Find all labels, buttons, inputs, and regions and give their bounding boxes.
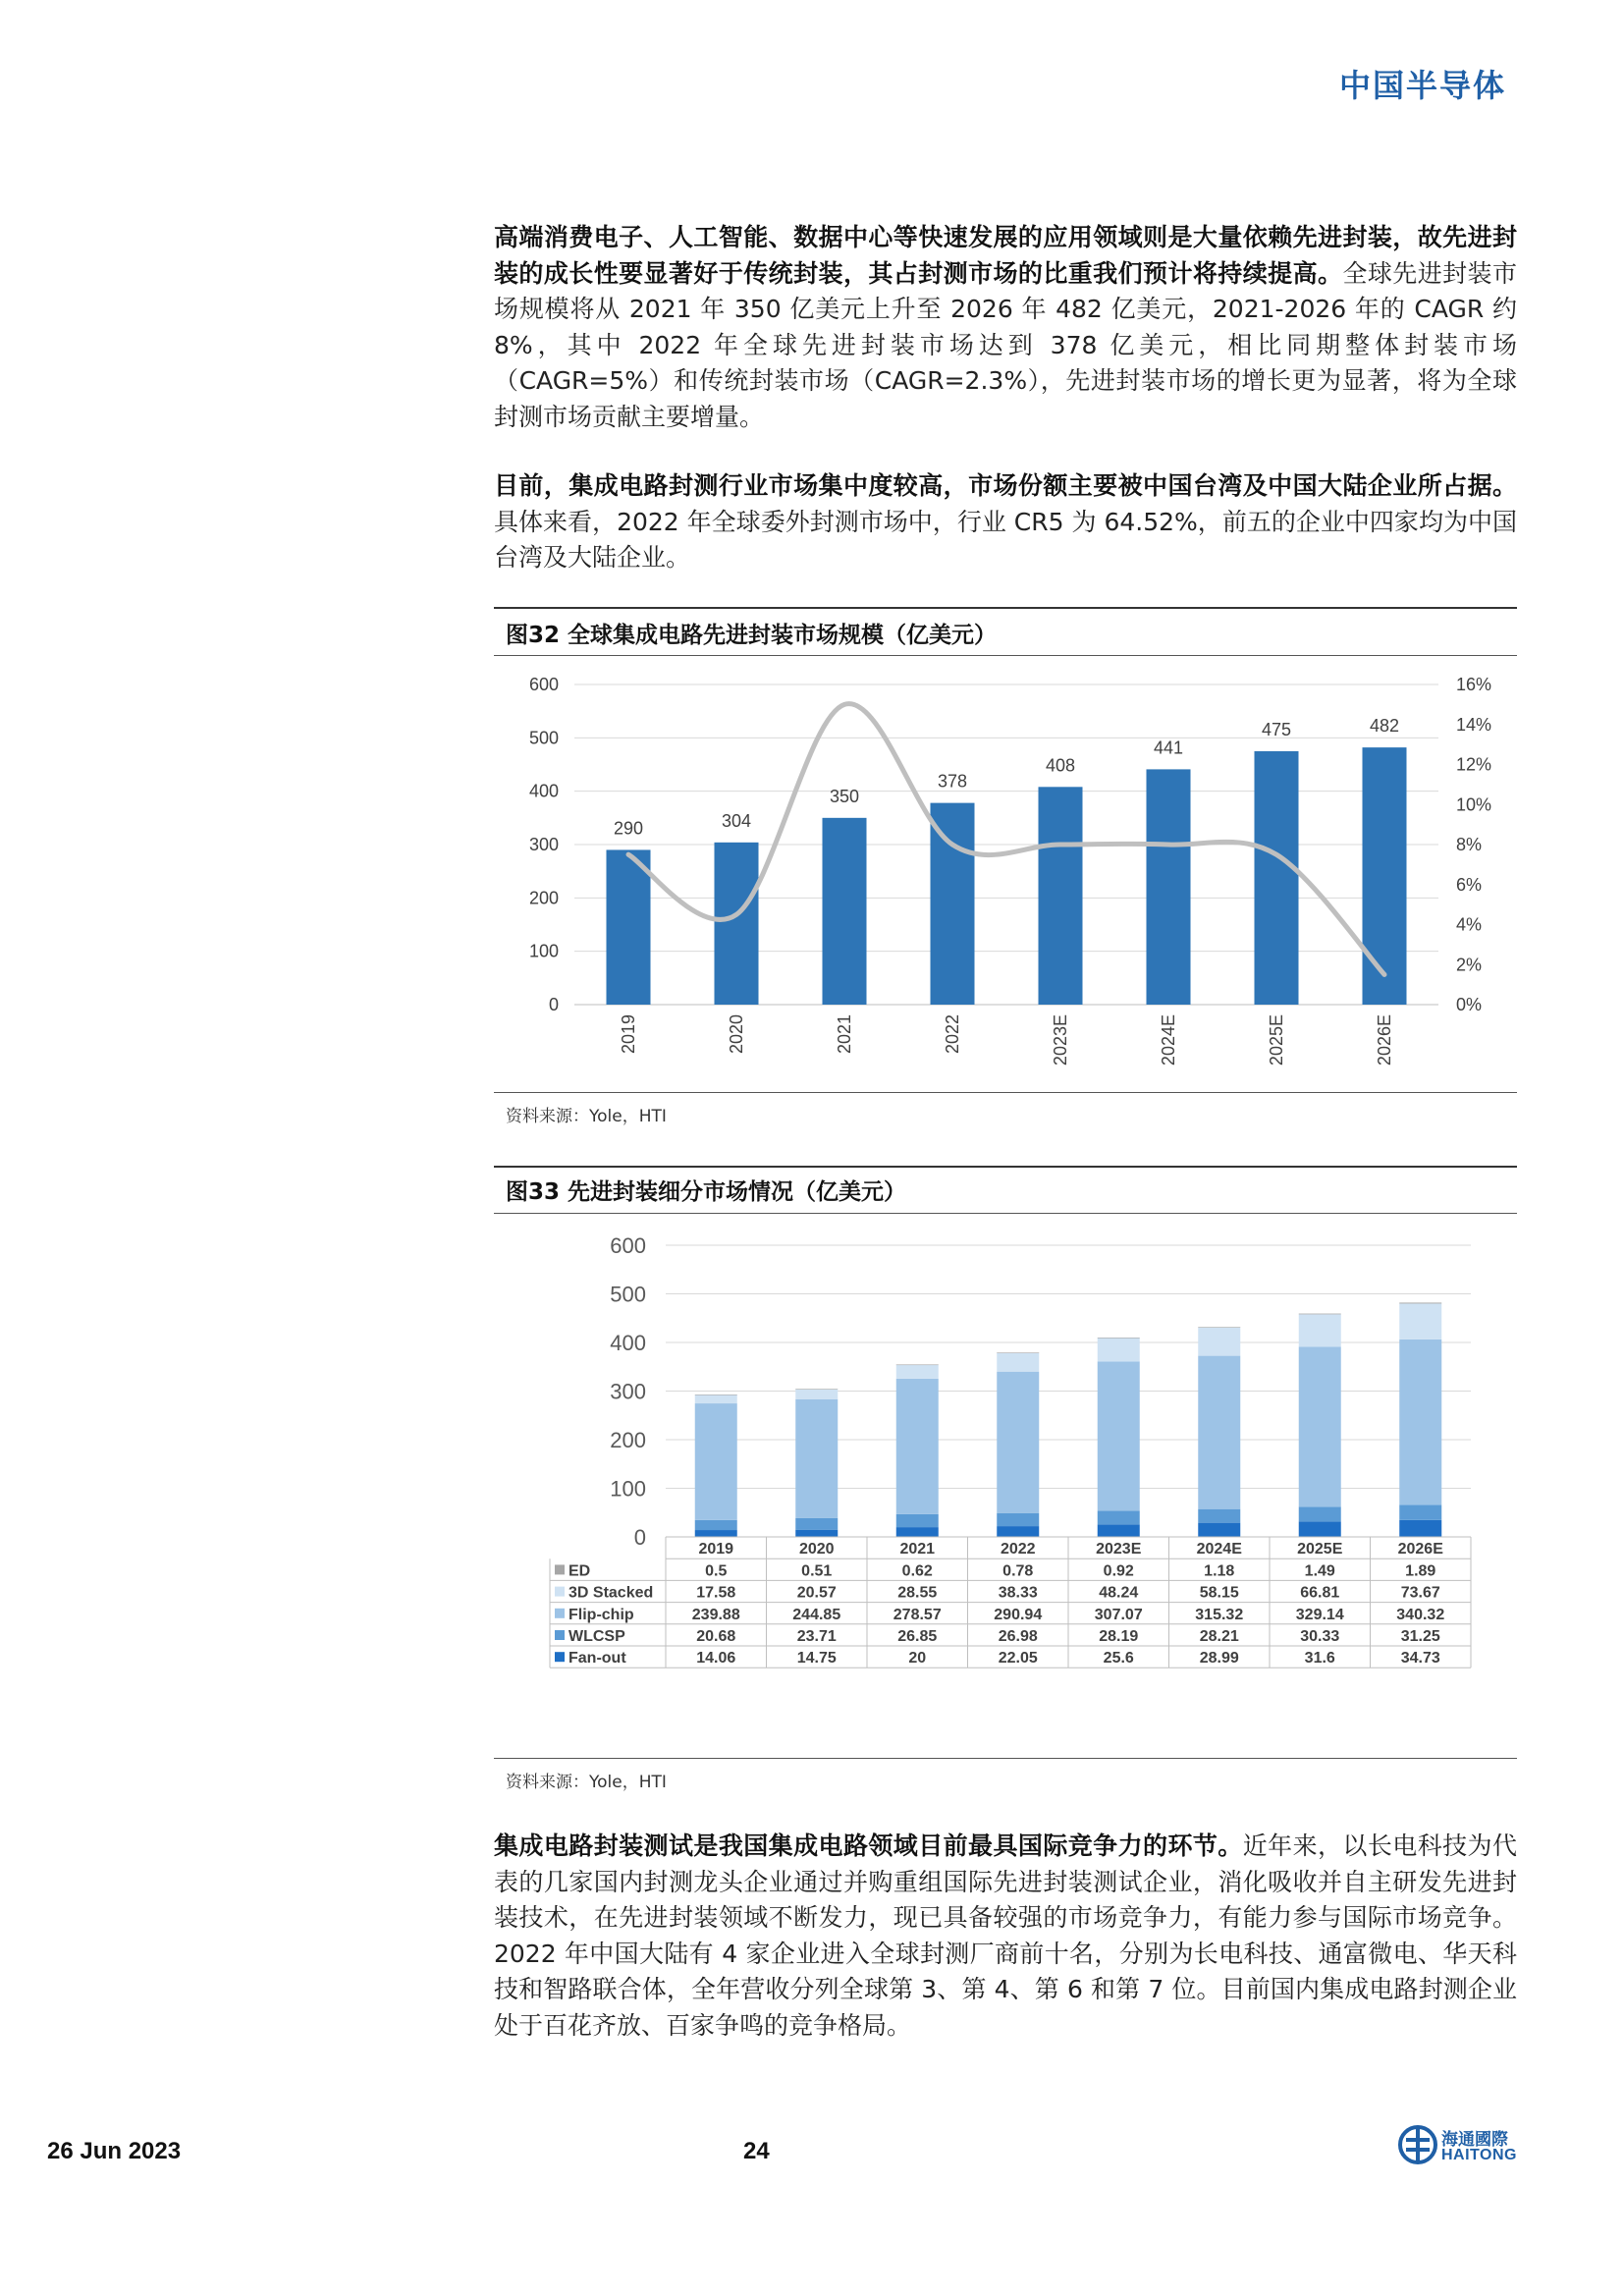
y2-axis-tick-label: 12%: [1456, 754, 1492, 775]
table-header-cell: 2025E: [1297, 1541, 1343, 1558]
legend-label: Flip-chip: [568, 1606, 634, 1623]
stacked-bar-segment: [1198, 1356, 1240, 1509]
stacked-bar-segment: [695, 1394, 737, 1403]
legend-label: ED: [568, 1562, 591, 1580]
legend-label: WLCSP: [568, 1628, 625, 1645]
stacked-bar-segment: [997, 1372, 1039, 1513]
table-cell: 22.05: [998, 1650, 1038, 1667]
table-cell: 23.71: [796, 1628, 837, 1645]
paragraph-lead: 目前，集成电路封测行业市场集中度较高，市场份额主要被中国台湾及中国大陆企业所占据。: [494, 471, 1517, 500]
table-cell: 329.14: [1295, 1606, 1344, 1623]
footer-date: 26 Jun 2023: [47, 2138, 182, 2164]
y-axis-tick-label: 0: [633, 1525, 646, 1550]
table-header-cell: 2024E: [1196, 1541, 1242, 1558]
stacked-bar-segment: [1399, 1303, 1441, 1339]
paragraph-lead: 集成电路封装测试是我国集成电路领域目前最具国际竞争力的环节。: [494, 1831, 1243, 1860]
stacked-bar-segment: [795, 1390, 838, 1399]
stacked-bar-segment: [896, 1514, 939, 1527]
y-axis-tick-label: 500: [610, 1282, 646, 1307]
stacked-bar-segment: [1299, 1506, 1341, 1521]
legend-swatch: [555, 1630, 565, 1640]
stacked-bar-segment: [795, 1389, 838, 1390]
stacked-bar-segment: [795, 1530, 838, 1537]
table-cell: 0.5: [705, 1562, 728, 1580]
y2-axis-tick-label: 10%: [1456, 794, 1492, 815]
stacked-bar-segment: [1098, 1361, 1140, 1510]
y-axis-tick-label: 500: [528, 728, 559, 748]
table-cell: 1.49: [1304, 1562, 1335, 1580]
legend-label: 3D Stacked: [568, 1584, 654, 1602]
bar: [1255, 751, 1299, 1005]
data-label: 475: [1261, 719, 1292, 739]
x-axis-tick-label: 2025E: [1267, 1014, 1286, 1066]
stacked-bar-segment: [1198, 1327, 1240, 1328]
stacked-bar-segment: [1299, 1521, 1341, 1537]
data-label: 378: [937, 771, 968, 792]
bar: [607, 849, 651, 1005]
figure33-title: 图33 先进封装细分市场情况（亿美元）: [506, 1179, 907, 1205]
y2-axis-tick-label: 4%: [1456, 914, 1483, 935]
stacked-bar-segment: [1399, 1302, 1441, 1303]
paragraph-body: 近年来，以长电科技为代表的几家国内封测龙头企业通过并购重组国际先进封装测试企业，消化吸收并自主研发先进封装技术，在先进封装领域不断发力，现已具备较强的市场竞争力，有能力参与国际市场竞争。2022 年中国大陆有 4 家企业进入全球封测厂商前十名，分别为长电科技、通富微电、华天科技和智路联合体，全年营收分列全球第 3、第 4、第 6 和第 7 位。目前国内集成电路封测企业处于百花齐放、百家争鸣的竞争格局。: [494, 1831, 1517, 2040]
stacked-bar-segment: [1198, 1328, 1240, 1356]
stacked-bar-segment: [997, 1513, 1039, 1526]
bar: [715, 843, 759, 1005]
figure-bottom-rule: [494, 1758, 1517, 1759]
table-cell: 25.6: [1103, 1650, 1134, 1667]
y-axis-tick-label: 300: [610, 1379, 646, 1404]
stacked-bar-segment: [997, 1352, 1039, 1353]
legend-label: Fan-out: [568, 1650, 626, 1667]
figure32-chart: [494, 658, 1517, 1090]
stacked-bar-segment: [1098, 1338, 1140, 1361]
y-axis-tick-label: 100: [610, 1476, 646, 1502]
table-cell: 20.57: [796, 1584, 837, 1602]
table-cell: 31.25: [1400, 1628, 1440, 1645]
stacked-bar-segment: [695, 1530, 737, 1537]
table-cell: 0.62: [901, 1562, 933, 1580]
y2-axis-tick-label: 2%: [1456, 955, 1483, 975]
table-header-cell: 2021: [899, 1541, 936, 1558]
figure-top-rule: [494, 607, 1517, 609]
stacked-bar-segment: [1399, 1339, 1441, 1504]
figure-bottom-rule: [494, 1092, 1517, 1093]
stacked-bar-segment: [896, 1379, 939, 1514]
stacked-bar-segment: [695, 1520, 737, 1530]
stacked-bar-segment: [896, 1527, 939, 1537]
table-cell: 17.58: [696, 1584, 736, 1602]
y-axis-tick-label: 0: [548, 995, 559, 1014]
x-axis-tick-label: 2026E: [1375, 1014, 1394, 1066]
y2-axis-tick-label: 14%: [1456, 714, 1492, 735]
table-cell: 0.51: [801, 1562, 833, 1580]
table-cell: 0.78: [1002, 1562, 1034, 1580]
y2-axis-tick-label: 6%: [1456, 874, 1483, 895]
stacked-bar-segment: [795, 1518, 838, 1530]
y-axis-tick-label: 300: [528, 835, 559, 854]
paragraph-china-packaging: [494, 1829, 1517, 2044]
table-cell: 30.33: [1300, 1628, 1340, 1645]
y2-axis-tick-label: 16%: [1456, 675, 1492, 694]
legend-swatch: [555, 1587, 565, 1597]
paragraph-market-concentration: [494, 468, 1517, 576]
stacked-bar-segment: [896, 1364, 939, 1365]
table-cell: 58.15: [1199, 1584, 1239, 1602]
stacked-bar-segment: [1098, 1524, 1140, 1537]
table-cell: 307.07: [1094, 1606, 1143, 1623]
y-axis-tick-label: 100: [528, 941, 559, 961]
y-axis-tick-label: 400: [610, 1331, 646, 1355]
x-axis-tick-label: 2019: [619, 1014, 638, 1055]
data-label: 408: [1045, 755, 1076, 776]
table-cell: 340.32: [1396, 1606, 1445, 1623]
table-cell: 38.33: [998, 1584, 1038, 1602]
y-axis-tick-label: 200: [528, 888, 559, 908]
bar: [1039, 787, 1083, 1005]
stacked-bar-segment: [997, 1526, 1039, 1537]
bar: [931, 803, 975, 1005]
table-cell: 28.21: [1199, 1628, 1239, 1645]
paragraph-body: 具体来看，2022 年全球委外封测市场中，行业 CR5 为 64.52%，前五的企业中四家均为中国台湾及大陆企业。: [494, 507, 1517, 572]
table-cell: 34.73: [1400, 1650, 1440, 1667]
table-cell: 1.89: [1405, 1562, 1436, 1580]
table-cell: 26.85: [897, 1628, 938, 1645]
logo-english-name: HAITONG: [1441, 2147, 1517, 2163]
figure33-chart: [494, 1216, 1517, 1756]
table-cell: 66.81: [1300, 1584, 1340, 1602]
table-header-cell: 2023E: [1096, 1541, 1142, 1558]
x-axis-tick-label: 2021: [835, 1014, 854, 1055]
table-cell: 73.67: [1400, 1584, 1440, 1602]
bar: [1147, 769, 1191, 1005]
stacked-bar-segment: [1198, 1523, 1240, 1537]
stacked-bar-segment: [1299, 1314, 1341, 1315]
report-section-title: 中国半导体: [1338, 67, 1506, 104]
figure33-source: 资料来源：Yole，HTI: [506, 1773, 667, 1792]
table-cell: 14.06: [696, 1650, 736, 1667]
stacked-bar-segment: [1198, 1509, 1240, 1523]
stacked-bar-segment: [795, 1399, 838, 1518]
footer-page-number: 24: [743, 2138, 770, 2164]
table-cell: 14.75: [796, 1650, 837, 1667]
stacked-bar-segment: [1098, 1510, 1140, 1524]
y-axis-tick-label: 600: [610, 1233, 646, 1258]
x-axis-tick-label: 2020: [727, 1014, 746, 1055]
stacked-bar-segment: [896, 1365, 939, 1379]
table-cell: 244.85: [792, 1606, 841, 1623]
stacked-bar-segment: [695, 1403, 737, 1520]
stacked-bar-segment: [1299, 1314, 1341, 1346]
data-label: 350: [829, 786, 860, 806]
bar: [823, 818, 867, 1005]
table-cell: 28.55: [897, 1584, 938, 1602]
table-cell: 28.19: [1099, 1628, 1139, 1645]
table-cell: 0.92: [1103, 1562, 1134, 1580]
figure32-source: 资料来源：Yole，HTI: [506, 1107, 667, 1126]
data-label: 290: [613, 818, 644, 839]
table-cell: 278.57: [893, 1606, 942, 1623]
paragraph-advanced-packaging: [494, 220, 1517, 435]
table-cell: 26.98: [998, 1628, 1038, 1645]
table-header-cell: 2026E: [1397, 1541, 1443, 1558]
figure32-title: 图32 全球集成电路先进封装市场规模（亿美元）: [506, 623, 998, 648]
figure-title-rule: [494, 1213, 1517, 1214]
table-cell: 20: [908, 1650, 927, 1667]
table-cell: 239.88: [691, 1606, 740, 1623]
paragraph-body: 全球先进封装市场规模将从 2021 年 350 亿美元上升至 2026 年 482 亿美元，2021-2026 年的 CAGR 约 8%，其中 2022 年全球先进封装市场达到 378 亿美元，相比同期整体封装市场（CAGR=5%）和传统封装市场（CAGR=2.3%），先进封装市场的增长更为显著，将为全球封测市场贡献主要增量。: [494, 258, 1517, 431]
legend-swatch: [555, 1652, 565, 1662]
figure-title-rule: [494, 655, 1517, 656]
table-cell: 290.94: [994, 1606, 1043, 1623]
legend-swatch: [555, 1609, 565, 1618]
stacked-bar-segment: [1098, 1338, 1140, 1339]
y2-axis-tick-label: 0%: [1456, 995, 1483, 1014]
table-cell: 48.24: [1099, 1584, 1139, 1602]
y-axis-tick-label: 200: [610, 1428, 646, 1452]
paragraph-lead: 高端消费电子、人工智能、数据中心等快速发展的应用领域则是大量依赖先进封装，故先进封装的成长性要显著好于传统封装，其占封测市场的比重我们预计将持续提高。: [494, 223, 1517, 288]
stacked-bar-segment: [1399, 1520, 1441, 1537]
x-axis-tick-label: 2022: [943, 1014, 962, 1055]
stacked-bar-segment: [695, 1394, 737, 1395]
y2-axis-tick-label: 8%: [1456, 835, 1483, 854]
table-cell: 20.68: [696, 1628, 736, 1645]
bar: [1363, 747, 1407, 1005]
table-cell: 315.32: [1195, 1606, 1244, 1623]
figure-top-rule: [494, 1166, 1517, 1168]
table-cell: 28.99: [1199, 1650, 1239, 1667]
table-cell: 31.6: [1304, 1650, 1335, 1667]
x-axis-tick-label: 2023E: [1051, 1014, 1070, 1066]
stacked-bar-segment: [1399, 1504, 1441, 1519]
table-header-cell: 2020: [798, 1541, 835, 1558]
table-cell: 1.18: [1204, 1562, 1235, 1580]
data-label: 482: [1369, 716, 1400, 737]
x-axis-tick-label: 2024E: [1159, 1014, 1178, 1066]
y-axis-tick-label: 600: [528, 675, 559, 694]
table-header-cell: 2022: [1000, 1541, 1036, 1558]
data-label: 441: [1153, 738, 1184, 758]
logo-chinese-name: 海通國際: [1441, 2130, 1508, 2150]
table-header-cell: 2019: [698, 1541, 734, 1558]
stacked-bar-segment: [997, 1353, 1039, 1372]
data-label: 304: [721, 810, 752, 831]
y-axis-tick-label: 400: [528, 781, 559, 801]
stacked-bar-segment: [1299, 1346, 1341, 1506]
legend-swatch: [555, 1564, 565, 1574]
